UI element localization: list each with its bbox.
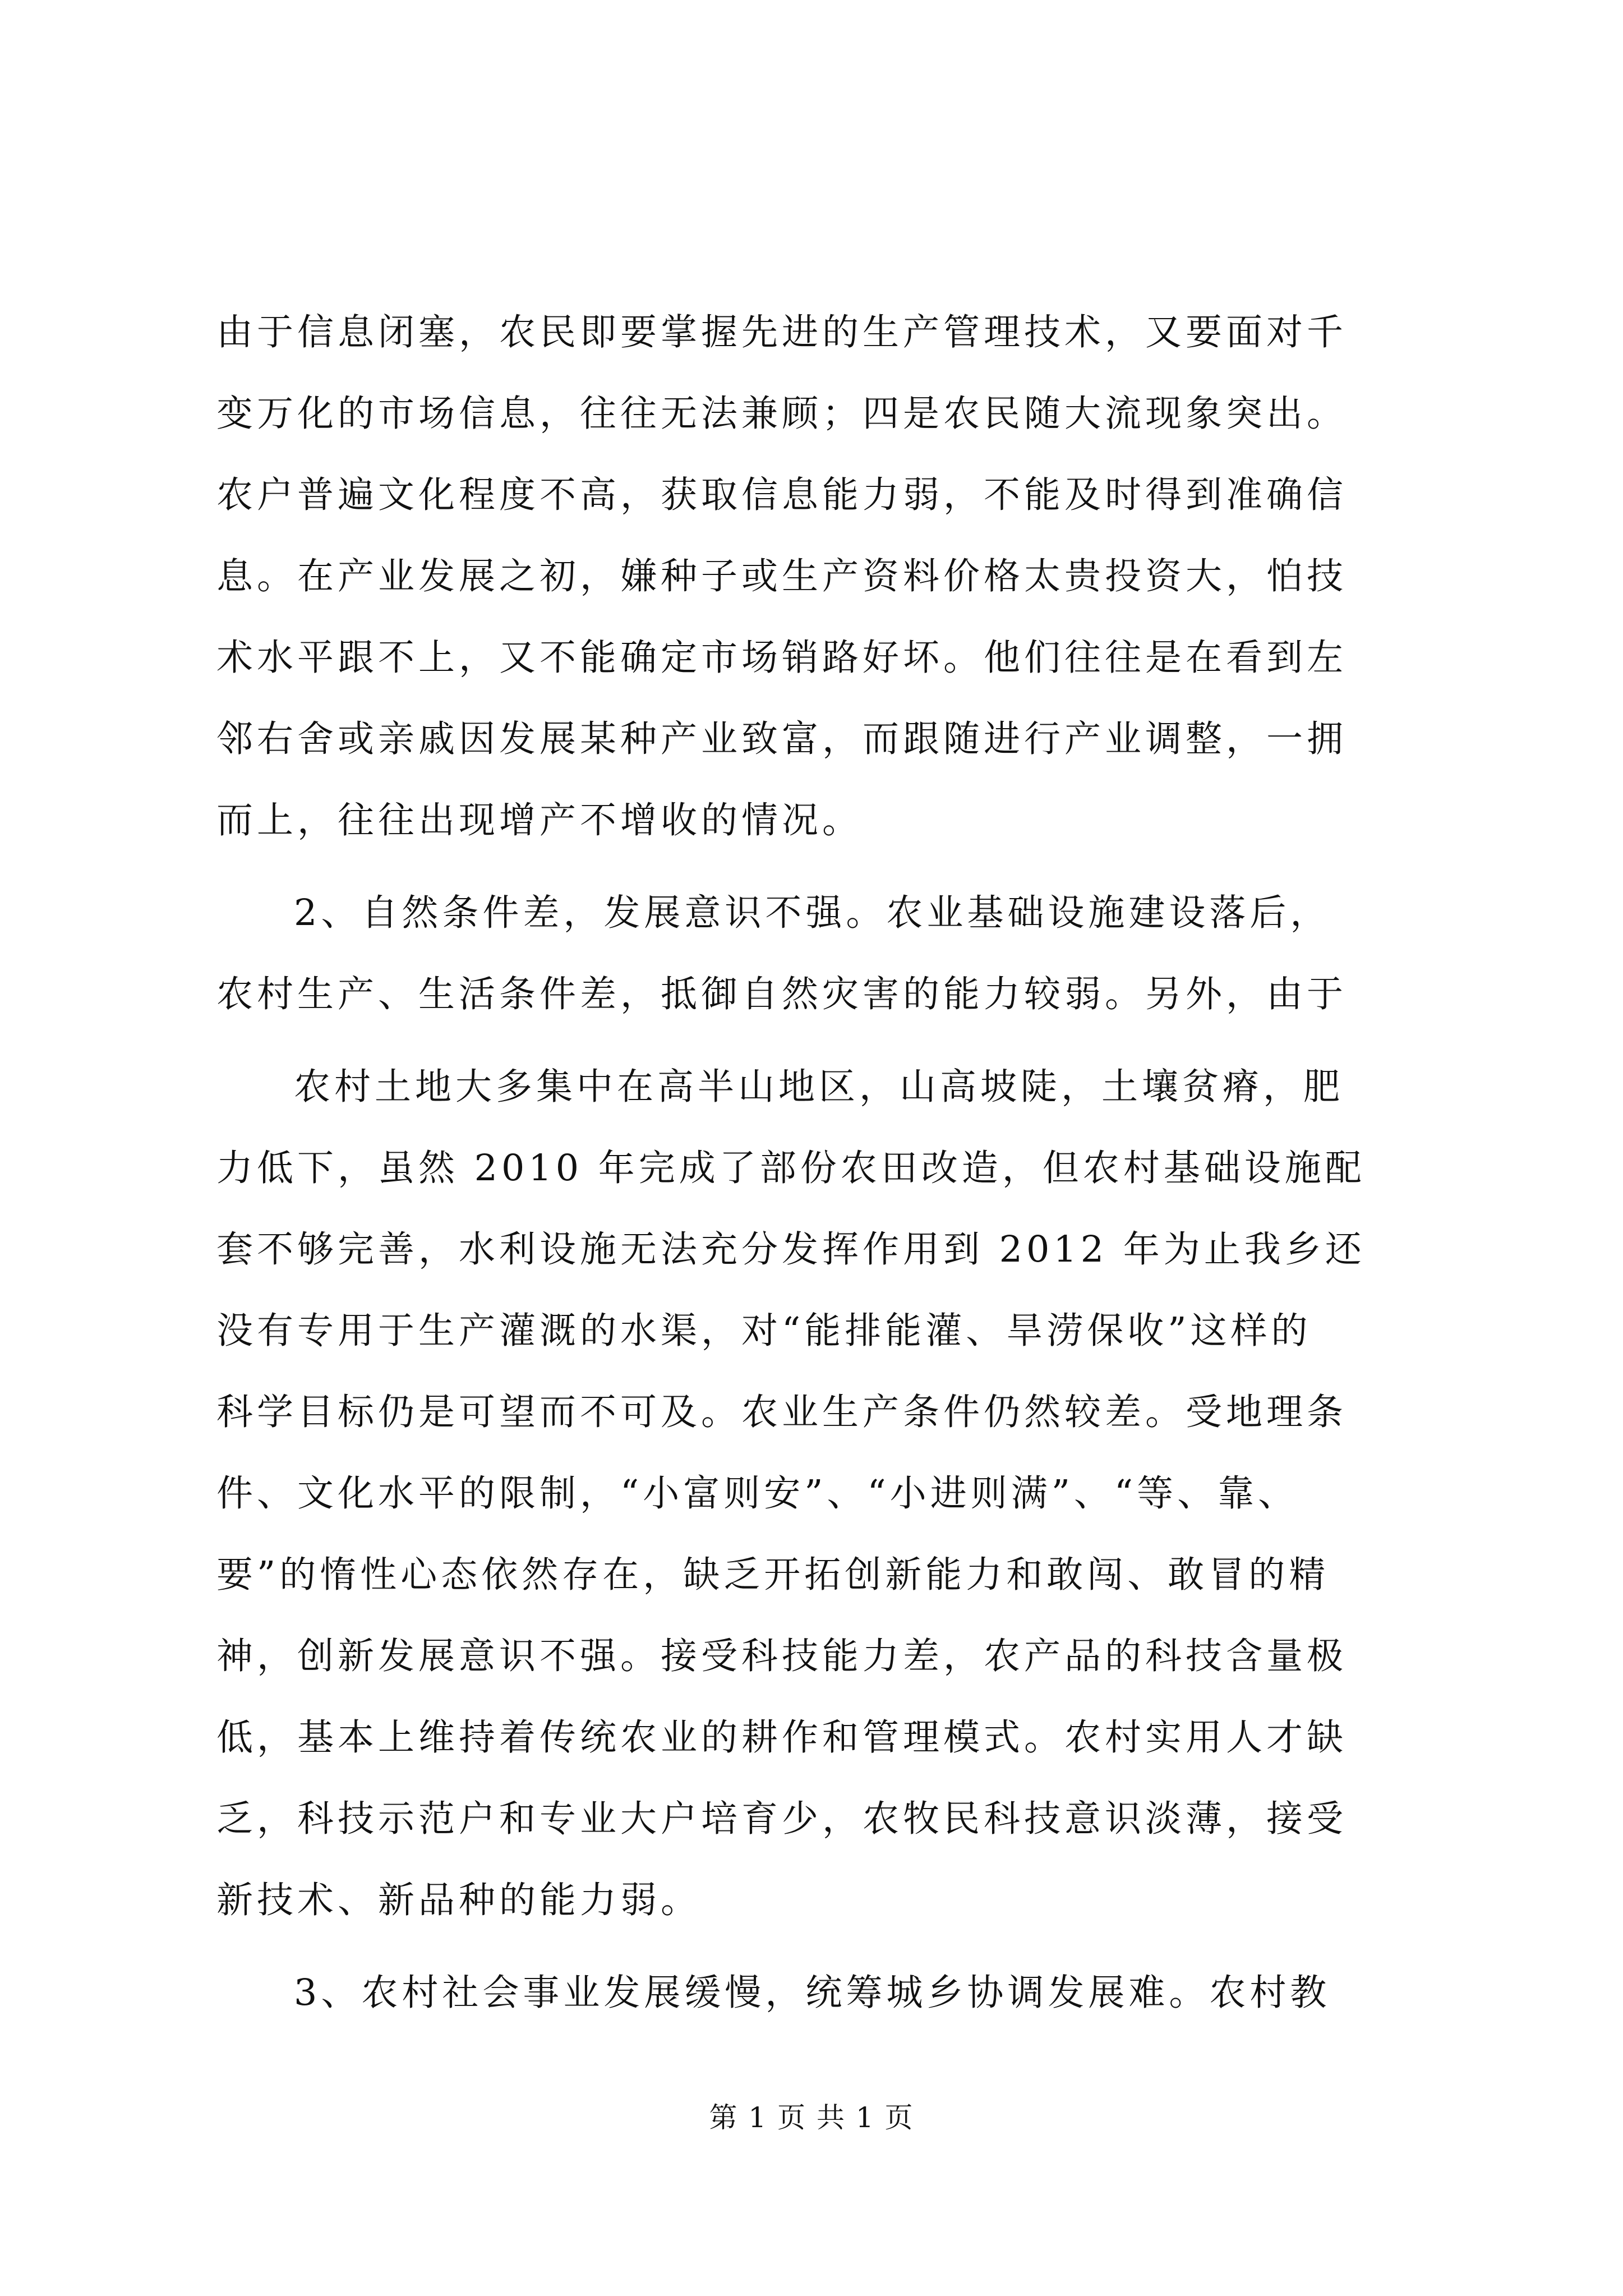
text-line: 农村土地大多集中在高半山地区，山高坡陡，土壤贫瘠，肥 [294,1066,1344,1108]
text-line: 低，基本上维持着传统农业的耕作和管理模式。农村实用人才缺 [216,1717,1348,1759]
text-line: 农村生产、生活条件差，抵御自然灾害的能力较弱。另外，由于 [216,973,1348,1015]
text-line: 新技术、新品种的能力弱。 [216,1879,702,1921]
text-line: 件、文化水平的限制，“小富则安”、“小进则满”、“等、靠、 [216,1473,1299,1515]
text-line: 由于信息闭塞，农民即要掌握先进的生产管理技术，又要面对千 [216,311,1348,353]
text-line: 乏，科技示范户和专业大户培育少，农牧民科技意识淡薄，接受 [216,1798,1348,1840]
text-line: 变万化的市场信息，往往无法兼顾；四是农民随大流现象突出。 [216,393,1348,435]
text-line: 科学目标仍是可望而不可及。农业生产条件仍然较差。受地理条 [216,1391,1348,1433]
text-line: 要”的惰性心态依然存在，缺乏开拓创新能力和敢闯、敢冒的精 [216,1554,1330,1596]
text-line: 农户普遍文化程度不高，获取信息能力弱，不能及时得到准确信 [216,474,1348,516]
text-line: 术水平跟不上，又不能确定市场销路好坏。他们往往是在看到左 [216,637,1348,679]
text-line: 套不够完善，水利设施无法充分发挥作用到 2012 年为止我乡还 [216,1228,1366,1271]
body-text [216,292,1408,2033]
text-line: 而上，往往出现增产不增收的情况。 [216,799,863,841]
text-line: 3、农村社会事业发展缓慢，统筹城乡协调发展难。农村教 [294,1972,1331,2014]
page-footer: 第 1 页 共 1 页 [709,2101,914,2134]
text-line: 2、自然条件差，发展意识不强。农业基础设施建设落后， [294,892,1331,934]
text-line: 邻右舍或亲戚因发展某种产业致富，而跟随进行产业调整，一拥 [216,718,1348,760]
text-line: 息。在产业发展之初，嫌种子或生产资料价格太贵投资大，怕技 [216,555,1348,597]
text-line: 没有专用于生产灌溉的水渠，对“能排能灌、旱涝保收”这样的 [216,1310,1312,1352]
text-line: 神，创新发展意识不强。接受科技能力差，农产品的科技含量极 [216,1635,1348,1677]
text-line: 力低下，虽然 2010 年完成了部份农田改造，但农村基础设施配 [216,1147,1366,1189]
